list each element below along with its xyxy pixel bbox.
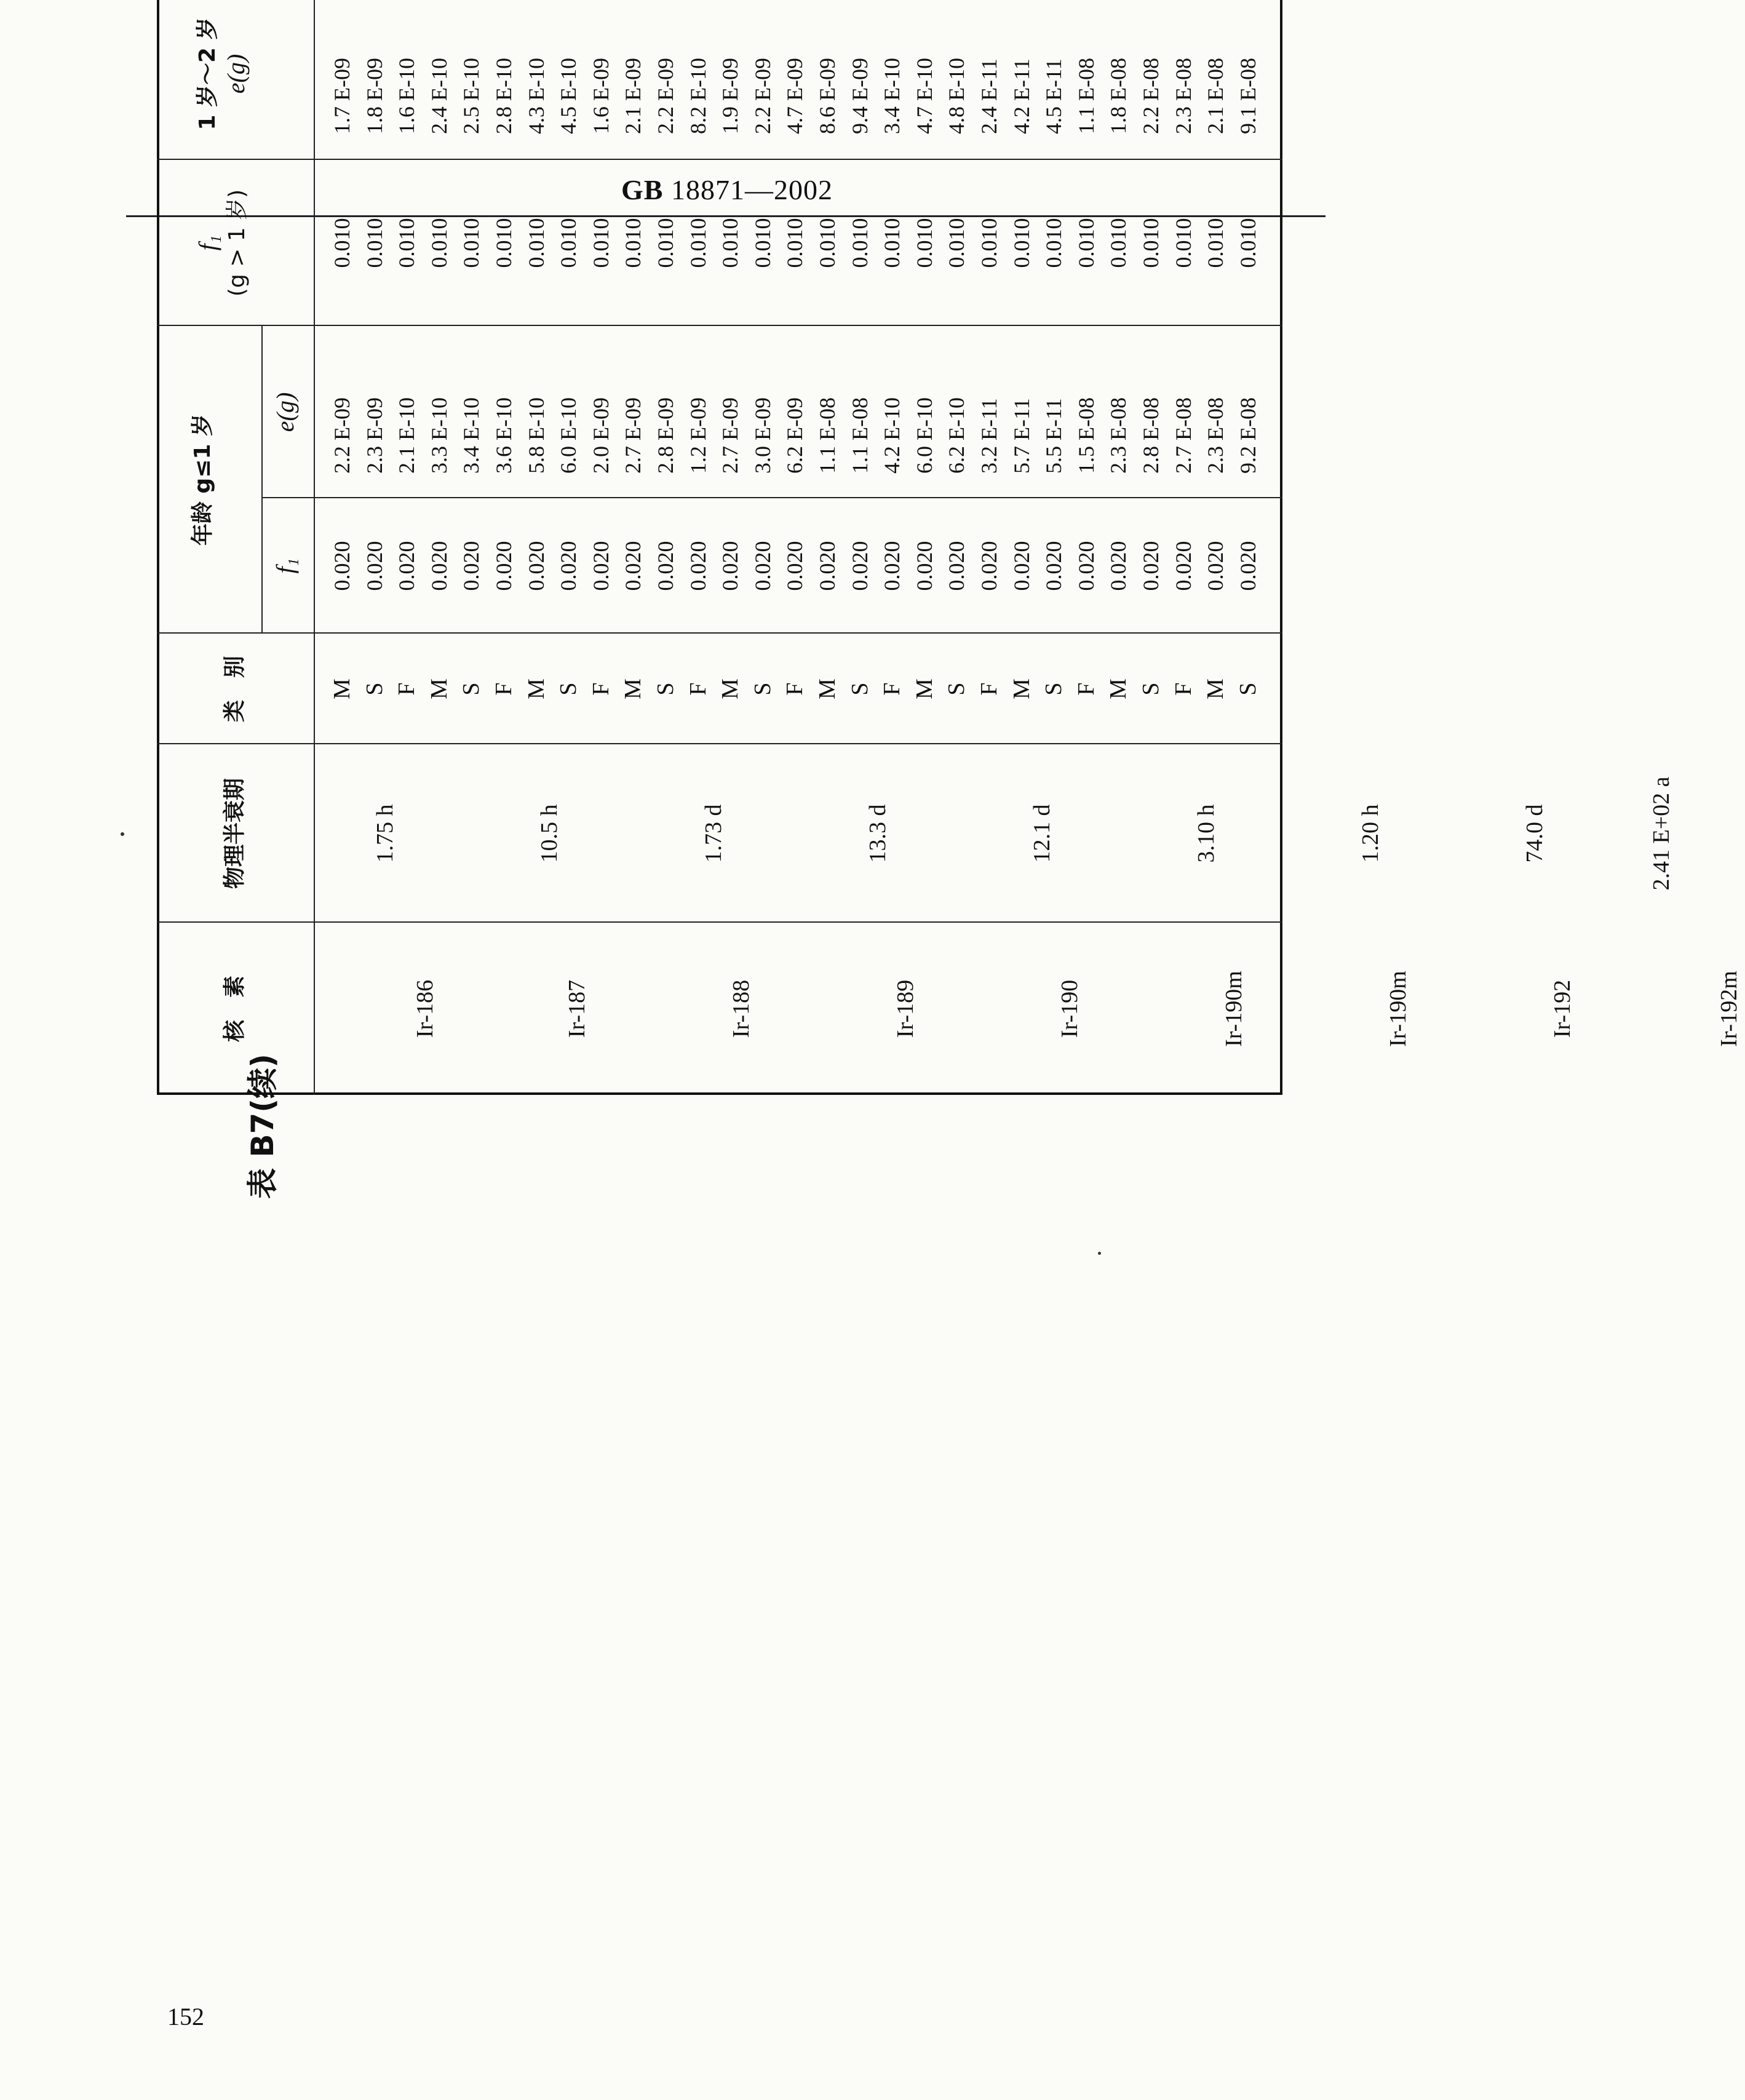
cell-f1a: 0.020 bbox=[330, 541, 354, 591]
cell-e1: 4.7 E-09 bbox=[782, 58, 808, 134]
cell-ea: 6.2 E-09 bbox=[782, 397, 808, 474]
cell-cls: S bbox=[361, 682, 388, 696]
cell-half-life: 74.0 d bbox=[1522, 804, 1548, 863]
cell-cls: F bbox=[879, 682, 905, 696]
header-age-1-2-label: 1 岁～2 岁 bbox=[195, 17, 220, 130]
cell-f1a: 0.020 bbox=[1106, 541, 1131, 591]
cell-f1a: 0.020 bbox=[426, 541, 451, 591]
cell-cls: S bbox=[555, 682, 582, 696]
cell-cls: M bbox=[717, 678, 744, 699]
cell-cls: F bbox=[685, 682, 711, 696]
cell-f1a: 0.020 bbox=[1041, 541, 1067, 591]
cell-ea: 2.3 E-09 bbox=[362, 397, 387, 474]
cell-f1a: 0.020 bbox=[459, 541, 484, 591]
cell-f1a: 0.020 bbox=[588, 541, 613, 591]
cell-ea: 2.1 E-10 bbox=[394, 397, 419, 474]
cell-f1b: 0.010 bbox=[1073, 218, 1099, 268]
header-divider bbox=[314, 0, 315, 1095]
scan-speck bbox=[1098, 1252, 1101, 1255]
header-subdivider bbox=[261, 326, 263, 634]
cell-half-life: 2.41 E+02 a bbox=[1648, 776, 1674, 891]
cell-f1b: 0.010 bbox=[1041, 218, 1067, 268]
cell-e1: 2.3 E-08 bbox=[1171, 58, 1196, 134]
cell-nuclide: Ir-189 bbox=[892, 979, 918, 1038]
cell-ea: 1.5 E-08 bbox=[1073, 397, 1099, 474]
table-row bbox=[1167, 0, 1199, 1095]
cell-cls: M bbox=[329, 678, 355, 699]
cell-nuclide: Ir-187 bbox=[564, 979, 590, 1038]
cell-e1: 1.9 E-09 bbox=[718, 58, 743, 134]
header-age-1-2 bbox=[194, 0, 252, 160]
cell-cls: S bbox=[846, 682, 873, 696]
header-age-infant: 年龄 g≤1 岁 bbox=[190, 413, 215, 546]
cell-f1a: 0.020 bbox=[977, 541, 1001, 591]
page-number: 152 bbox=[167, 2003, 204, 2030]
table-row bbox=[359, 0, 391, 1095]
cell-nuclide: Ir-188 bbox=[728, 979, 754, 1038]
cell-cls: M bbox=[1202, 678, 1229, 699]
cell-f1a: 0.020 bbox=[394, 541, 419, 591]
header-f1-older-condition: (g > 1 岁) bbox=[225, 189, 250, 297]
cell-f1a: 0.020 bbox=[782, 541, 808, 591]
cell-ea: 3.6 E-10 bbox=[491, 397, 516, 474]
cell-cls: M bbox=[1105, 678, 1132, 699]
cell-f1b: 0.010 bbox=[977, 218, 1001, 268]
cell-f1a: 0.020 bbox=[944, 541, 969, 591]
cell-e1: 2.1 E-09 bbox=[621, 58, 646, 134]
header-f1-infant-label: f₁ bbox=[271, 558, 299, 574]
cell-nuclide: Ir-186 bbox=[412, 979, 438, 1038]
cell-ea: 2.8 E-08 bbox=[1139, 397, 1163, 474]
header-class: 类 别 bbox=[222, 656, 247, 723]
cell-f1b: 0.010 bbox=[782, 218, 808, 268]
cell-e1: 2.4 E-11 bbox=[977, 58, 1001, 134]
cell-ea: 1.1 E-08 bbox=[815, 397, 840, 474]
cell-ea: 5.7 E-11 bbox=[1009, 398, 1034, 474]
cell-e1: 2.2 E-08 bbox=[1139, 58, 1163, 134]
cell-f1b: 0.010 bbox=[1235, 218, 1260, 268]
dose-coefficient-table bbox=[157, 0, 1742, 1095]
cell-ea: 3.3 E-10 bbox=[426, 397, 451, 474]
cell-e1: 4.5 E-11 bbox=[1041, 58, 1067, 134]
cell-ea: 2.7 E-09 bbox=[621, 397, 646, 474]
cell-e1: 4.2 E-11 bbox=[1009, 58, 1034, 134]
standard-prefix: GB bbox=[621, 174, 664, 205]
cell-e1: 9.1 E-08 bbox=[1235, 58, 1260, 134]
cell-f1b: 0.010 bbox=[330, 218, 354, 268]
cell-nuclide: Ir-190m bbox=[1385, 971, 1411, 1047]
cell-f1a: 0.020 bbox=[621, 541, 646, 591]
table-row bbox=[973, 0, 1005, 1095]
cell-f1a: 0.020 bbox=[491, 541, 516, 591]
cell-nuclide: Ir-192 bbox=[1549, 979, 1575, 1038]
header-nuclide: 核 素 bbox=[222, 976, 247, 1043]
cell-half-life: 1.20 h bbox=[1357, 804, 1383, 863]
cell-f1b: 0.010 bbox=[944, 218, 969, 268]
cell-ea: 2.8 E-09 bbox=[653, 397, 678, 474]
cell-e1: 2.2 E-09 bbox=[750, 58, 775, 134]
cell-half-life: 1.75 h bbox=[372, 804, 398, 863]
table-row bbox=[940, 0, 972, 1095]
cell-cls: S bbox=[1138, 682, 1164, 696]
cell-f1a: 0.020 bbox=[653, 541, 678, 591]
cell-f1b: 0.010 bbox=[491, 218, 516, 268]
cell-f1b: 0.010 bbox=[459, 218, 484, 268]
cell-e1: 1.6 E-09 bbox=[588, 58, 613, 134]
cell-f1b: 0.010 bbox=[1203, 218, 1228, 268]
scan-speck bbox=[121, 832, 124, 836]
cell-half-life: 10.5 h bbox=[536, 804, 562, 863]
cell-f1a: 0.020 bbox=[523, 541, 549, 591]
cell-ea: 5.5 E-11 bbox=[1041, 398, 1067, 474]
cell-e1: 1.8 E-08 bbox=[1106, 58, 1131, 134]
cell-ea: 6.2 E-10 bbox=[944, 397, 969, 474]
cell-f1a: 0.020 bbox=[1139, 541, 1163, 591]
cell-ea: 6.0 E-10 bbox=[556, 397, 581, 474]
table-row bbox=[844, 0, 876, 1095]
table-row bbox=[1006, 0, 1038, 1095]
cell-f1a: 0.020 bbox=[362, 541, 387, 591]
table-row bbox=[326, 0, 358, 1095]
cell-f1a: 0.020 bbox=[1235, 541, 1260, 591]
cell-f1a: 0.020 bbox=[1171, 541, 1196, 591]
cell-cls: F bbox=[491, 682, 517, 696]
cell-e1: 4.7 E-10 bbox=[912, 58, 937, 134]
header-f1-infant bbox=[271, 498, 301, 634]
cell-f1a: 0.020 bbox=[718, 541, 743, 591]
cell-f1a: 0.020 bbox=[750, 541, 775, 591]
cell-ea: 6.0 E-10 bbox=[912, 397, 937, 474]
cell-e1: 4.8 E-10 bbox=[944, 58, 969, 134]
cell-e1: 2.5 E-10 bbox=[459, 58, 484, 134]
cell-e1: 9.4 E-09 bbox=[847, 58, 872, 134]
cell-e1: 1.8 E-09 bbox=[362, 58, 387, 134]
header-f1-older bbox=[194, 160, 252, 326]
standard-number: 18871—2002 bbox=[670, 174, 833, 205]
cell-cls: S bbox=[749, 682, 776, 696]
cell-cls: F bbox=[976, 682, 1002, 696]
cell-nuclide: Ir-192m bbox=[1716, 971, 1742, 1047]
cell-e1: 8.2 E-10 bbox=[685, 58, 710, 134]
cell-cls: M bbox=[1008, 678, 1035, 699]
cell-f1a: 0.020 bbox=[880, 541, 905, 591]
cell-ea: 4.2 E-10 bbox=[880, 397, 905, 474]
header-e-infant bbox=[271, 326, 301, 498]
cell-f1b: 0.010 bbox=[621, 218, 646, 268]
cell-f1b: 0.010 bbox=[815, 218, 840, 268]
cell-half-life: 1.73 d bbox=[701, 804, 726, 863]
cell-f1b: 0.010 bbox=[880, 218, 905, 268]
cell-f1a: 0.020 bbox=[1203, 541, 1228, 591]
cell-e1: 2.1 E-08 bbox=[1203, 58, 1228, 134]
cell-f1b: 0.010 bbox=[912, 218, 937, 268]
table-row bbox=[650, 0, 682, 1095]
cell-f1b: 0.010 bbox=[362, 218, 387, 268]
cell-ea: 3.0 E-09 bbox=[750, 397, 775, 474]
cell-e1: 1.1 E-08 bbox=[1073, 58, 1099, 134]
cell-e1: 2.4 E-10 bbox=[426, 58, 451, 134]
cell-f1a: 0.020 bbox=[556, 541, 581, 591]
cell-cls: S bbox=[1234, 682, 1261, 696]
cell-cls: M bbox=[426, 678, 452, 699]
cell-e1: 2.2 E-09 bbox=[653, 58, 678, 134]
cell-f1a: 0.020 bbox=[1073, 541, 1099, 591]
cell-ea: 1.1 E-08 bbox=[847, 397, 872, 474]
cell-f1a: 0.020 bbox=[912, 541, 937, 591]
cell-half-life: 12.1 d bbox=[1029, 804, 1055, 863]
cell-ea: 2.0 E-09 bbox=[588, 397, 613, 474]
cell-f1b: 0.010 bbox=[718, 218, 743, 268]
cell-f1b: 0.010 bbox=[653, 218, 678, 268]
table-row bbox=[488, 0, 520, 1095]
cell-cls: F bbox=[1073, 682, 1099, 696]
cell-ea: 2.7 E-09 bbox=[718, 397, 743, 474]
header-e-infant-label: e(g) bbox=[271, 392, 299, 432]
cell-cls: M bbox=[620, 678, 646, 699]
cell-ea: 2.2 E-09 bbox=[330, 397, 354, 474]
cell-cls: M bbox=[814, 678, 840, 699]
table-row bbox=[682, 0, 714, 1095]
cell-half-life: 13.3 d bbox=[865, 804, 891, 863]
cell-cls: F bbox=[1170, 682, 1196, 696]
cell-ea: 3.4 E-10 bbox=[459, 397, 484, 474]
cell-f1a: 0.020 bbox=[847, 541, 872, 591]
header-e-1-2: e(g) bbox=[222, 54, 250, 94]
cell-ea: 9.2 E-08 bbox=[1235, 397, 1260, 474]
cell-f1b: 0.010 bbox=[847, 218, 872, 268]
header-half-life: 物理半衰期 bbox=[222, 778, 247, 889]
cell-f1b: 0.010 bbox=[1009, 218, 1034, 268]
cell-ea: 2.3 E-08 bbox=[1106, 397, 1131, 474]
table-row bbox=[1135, 0, 1167, 1095]
cell-cls: S bbox=[1041, 682, 1067, 696]
cell-half-life: 3.10 h bbox=[1193, 804, 1219, 863]
cell-ea: 5.8 E-10 bbox=[523, 397, 549, 474]
cell-f1b: 0.010 bbox=[426, 218, 451, 268]
cell-f1b: 0.010 bbox=[685, 218, 710, 268]
cell-f1b: 0.010 bbox=[1139, 218, 1163, 268]
table-title: 表 B7(续) bbox=[245, 1053, 281, 1199]
cell-e1: 1.6 E-10 bbox=[394, 58, 419, 134]
cell-e1: 2.8 E-10 bbox=[491, 58, 516, 134]
cell-nuclide: Ir-190 bbox=[1057, 979, 1083, 1038]
cell-f1a: 0.020 bbox=[1009, 541, 1034, 591]
cell-e1: 4.3 E-10 bbox=[523, 58, 549, 134]
cell-e1: 3.4 E-10 bbox=[880, 58, 905, 134]
cell-e1: 1.7 E-09 bbox=[330, 58, 354, 134]
cell-f1b: 0.010 bbox=[1106, 218, 1131, 268]
cell-f1a: 0.020 bbox=[685, 541, 710, 591]
table-row bbox=[455, 0, 487, 1095]
table-row bbox=[811, 0, 843, 1095]
cell-e1: 8.6 E-09 bbox=[815, 58, 840, 134]
cell-cls: M bbox=[523, 678, 549, 699]
cell-f1b: 0.010 bbox=[394, 218, 419, 268]
table-row bbox=[520, 0, 552, 1095]
cell-f1b: 0.010 bbox=[588, 218, 613, 268]
table-row bbox=[617, 0, 649, 1095]
cell-cls: F bbox=[587, 682, 614, 696]
cell-e1: 4.5 E-10 bbox=[556, 58, 581, 134]
cell-f1b: 0.010 bbox=[556, 218, 581, 268]
cell-ea: 3.2 E-11 bbox=[977, 398, 1001, 474]
table-row bbox=[1102, 0, 1134, 1095]
cell-f1a: 0.020 bbox=[815, 541, 840, 591]
cell-ea: 2.3 E-08 bbox=[1203, 397, 1228, 474]
cell-cls: S bbox=[944, 682, 970, 696]
cell-cls: S bbox=[653, 682, 678, 696]
cell-cls: F bbox=[782, 682, 808, 696]
cell-ea: 2.7 E-08 bbox=[1171, 397, 1196, 474]
cell-cls: F bbox=[394, 682, 420, 696]
cell-f1b: 0.010 bbox=[1171, 218, 1196, 268]
cell-f1b: 0.010 bbox=[523, 218, 549, 268]
cell-nuclide: Ir-190m bbox=[1221, 971, 1247, 1047]
cell-ea: 1.2 E-09 bbox=[685, 397, 710, 474]
cell-cls: S bbox=[458, 682, 485, 696]
cell-cls: M bbox=[911, 678, 937, 699]
header-f1-older-label: f₁ bbox=[194, 235, 221, 251]
table-row bbox=[779, 0, 811, 1095]
cell-f1b: 0.010 bbox=[750, 218, 775, 268]
